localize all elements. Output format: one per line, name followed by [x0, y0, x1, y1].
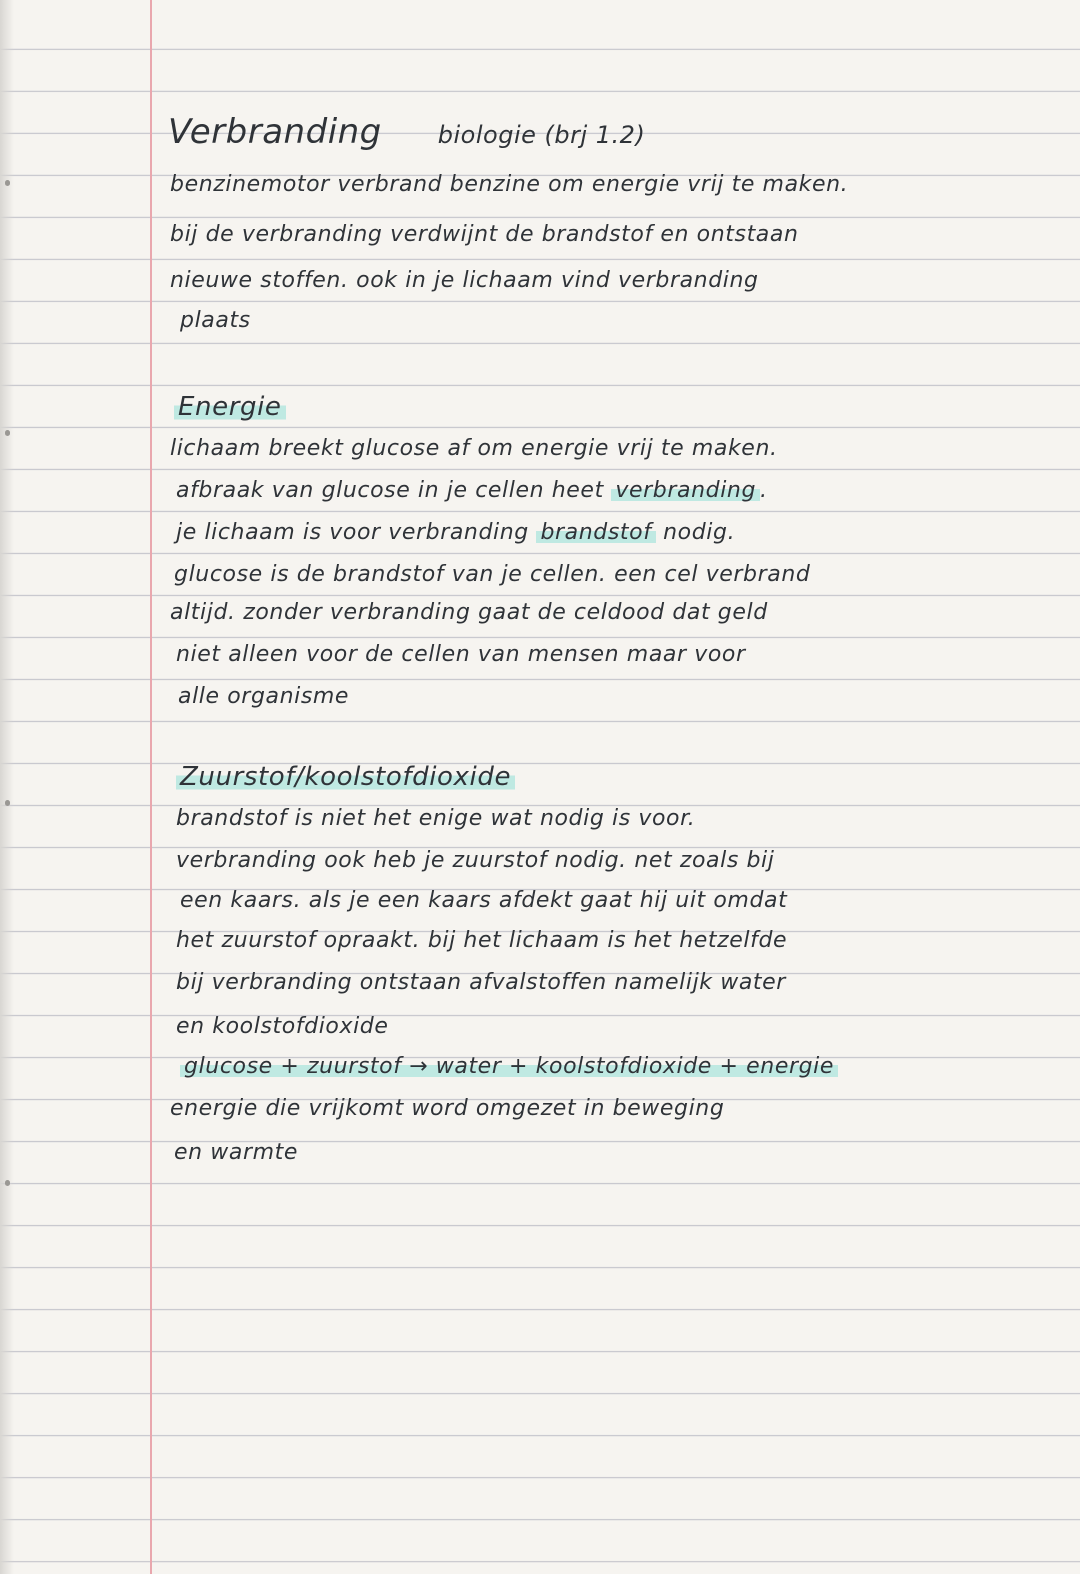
zuurstof-line: en koolstofdioxide	[176, 1014, 389, 1039]
binder-hole	[5, 1180, 10, 1186]
binder-hole	[5, 800, 10, 806]
energie-line	[176, 478, 768, 503]
text-segment: afbraak van glucose in je cellen heet	[176, 478, 612, 503]
energie-line: altijd. zonder verbranding gaat de celdood dat geld	[170, 600, 768, 625]
binder-hole	[5, 430, 10, 436]
text-segment: nodig.	[655, 520, 736, 545]
formula-line	[180, 1054, 838, 1079]
subtitle-text: biologie (brj 1.2)	[437, 121, 646, 149]
energie-line: niet alleen voor de cellen van mensen maar voor	[176, 642, 746, 667]
intro-line: plaats	[180, 308, 251, 333]
energie-line	[176, 520, 735, 545]
text-segment: .	[760, 478, 768, 503]
heading-highlight: Energie	[174, 392, 286, 422]
zuurstof-line: brandstof is niet het enige wat nodig is voor.	[176, 806, 696, 831]
term-highlight: verbranding	[611, 478, 760, 503]
intro-line: nieuwe stoffen. ook in je lichaam vind verbranding	[170, 268, 759, 293]
zuurstof-line: bij verbranding ontstaan afvalstoffen namelijk water	[176, 970, 786, 995]
zuurstof-line: en warmte	[174, 1140, 298, 1165]
intro-line: bij de verbranding verdwijnt de brandstof en ontstaan	[170, 222, 799, 247]
section-heading-zuurstof	[176, 762, 515, 792]
zuurstof-line: een kaars. als je een kaars afdekt gaat hij uit omdat	[180, 888, 788, 913]
page-edge-shadow	[0, 0, 14, 1574]
zuurstof-line: verbranding ook heb je zuurstof nodig. net zoals bij	[176, 848, 775, 873]
term-highlight: brandstof	[536, 520, 655, 545]
intro-line: benzinemotor verbrand benzine om energie vrij te maken.	[170, 172, 849, 197]
zuurstof-line: het zuurstof opraakt. bij het lichaam is het hetzelfde	[176, 928, 788, 953]
zuurstof-line: energie die vrijkomt word omgezet in beweging	[170, 1096, 725, 1121]
section-heading-energie	[174, 392, 286, 422]
formula-highlight: glucose + zuurstof → water + koolstofdioxide + energie	[180, 1054, 838, 1079]
title-text: Verbranding	[168, 112, 382, 152]
energie-line: alle organisme	[178, 684, 350, 709]
energie-line: lichaam breekt glucose af om energie vrij te maken.	[170, 436, 778, 461]
binder-hole	[5, 180, 10, 186]
text-segment: je lichaam is voor verbranding	[176, 520, 537, 545]
page-title	[168, 112, 645, 152]
energie-line: glucose is de brandstof van je cellen. een cel verbrand	[174, 562, 811, 587]
heading-highlight: Zuurstof/koolstofdioxide	[176, 762, 515, 792]
margin-line	[150, 0, 152, 1574]
